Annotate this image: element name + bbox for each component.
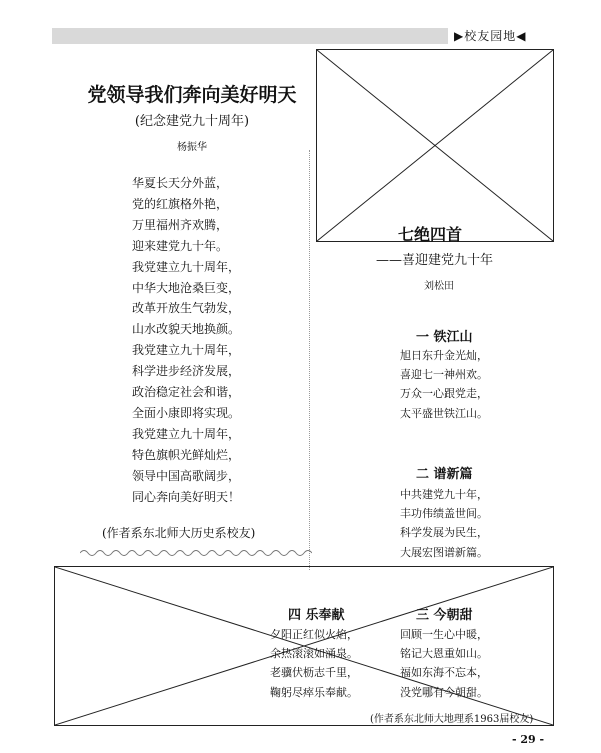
placeholder-cross-icon (317, 50, 553, 241)
verse-line: 丰功伟绩盖世间。 (400, 507, 488, 521)
poem2-author: 刘松田 (424, 281, 454, 292)
poem1-subtitle: (纪念建党九十周年) (134, 114, 250, 129)
poem-line: 全面小康即将实现。 (132, 405, 241, 420)
poem-line: 领导中国高歌阔步， (132, 468, 241, 483)
poem1-author: 杨振华 (177, 142, 207, 153)
verse-line: 中共建党九十年， (400, 488, 488, 501)
verse-line: 喜迎七一神州欢。 (400, 368, 488, 382)
poem-line: 同心奔向美好明天！ (132, 489, 241, 504)
poem2-note: (作者系东北师大地理系1963届校友) (370, 714, 534, 725)
section-verse (270, 625, 358, 702)
wavy-divider (80, 548, 312, 558)
poem2-subtitle: ——喜迎建党九十年 (376, 253, 494, 268)
poem1-body (132, 173, 240, 508)
poem-line: 我党建立九十周年， (132, 426, 241, 441)
poem1-note: (作者系东北师大历史系校友) (102, 526, 256, 540)
poem-line: 万里福州齐欢腾， (132, 217, 229, 232)
verse-line: 科学发展为民生， (400, 526, 488, 540)
header-bar (52, 28, 448, 44)
poem-line: 我党建立九十周年， (132, 259, 241, 274)
column-divider (309, 150, 310, 570)
poem-line: 改革开放生气勃发， (132, 301, 241, 316)
poem2-title: 七绝四首 (398, 225, 463, 244)
verse-line: 鞠躬尽瘁乐奉献。 (270, 685, 358, 699)
section-verse (400, 625, 488, 702)
verse-line: 铭记大恩重如山。 (400, 647, 488, 661)
verse-line: 福如东海不忘本， (400, 666, 488, 680)
poem-line: 政治稳定社会和谐， (132, 385, 241, 400)
verse-line: 大展宏图谱新篇。 (400, 545, 488, 559)
section-title: 一 铁江山 (416, 330, 473, 345)
verse-line: 老骥伏枥志千里， (270, 666, 358, 680)
poem-line: 我党建立九十周年， (132, 343, 241, 358)
verse-line: 万众一心跟党走， (400, 387, 488, 401)
verse-line: 旭日东升金光灿， (400, 349, 488, 362)
verse-line: 回顾一生心中暖， (400, 628, 488, 641)
poem-line: 科学进步经济发展， (132, 364, 241, 379)
image-placeholder-top (316, 49, 554, 242)
page-number: - 29 - (512, 733, 545, 746)
section-title: 三 今朝甜 (416, 608, 473, 623)
poem-line: 中华大地沧桑巨变， (132, 280, 241, 295)
verse-line: 余热滚滚如涌泉。 (270, 647, 358, 661)
poem-line: 迎来建党九十年。 (132, 238, 229, 253)
section-verse (400, 485, 488, 562)
poem-line: 特色旗帜光鲜灿烂， (132, 447, 241, 462)
section-label: ▶校友园地◀ (454, 29, 527, 43)
verse-line: 太平盛世铁江山。 (400, 406, 488, 420)
poem-line: 山水改貌天地换颜。 (132, 322, 241, 337)
poem1-title: 党领导我们奔向美好明天 (87, 84, 297, 106)
section-title: 二 谱新篇 (416, 467, 473, 482)
verse-line: 夕阳正红似火焰， (270, 628, 358, 641)
section-verse (400, 346, 488, 423)
section-title: 四 乐奉献 (288, 608, 345, 623)
verse-line: 没党哪有今朝甜。 (400, 685, 488, 699)
poem-line: 华夏长天分外蓝， (132, 176, 229, 190)
poem-line: 党的红旗格外艳， (132, 196, 229, 211)
